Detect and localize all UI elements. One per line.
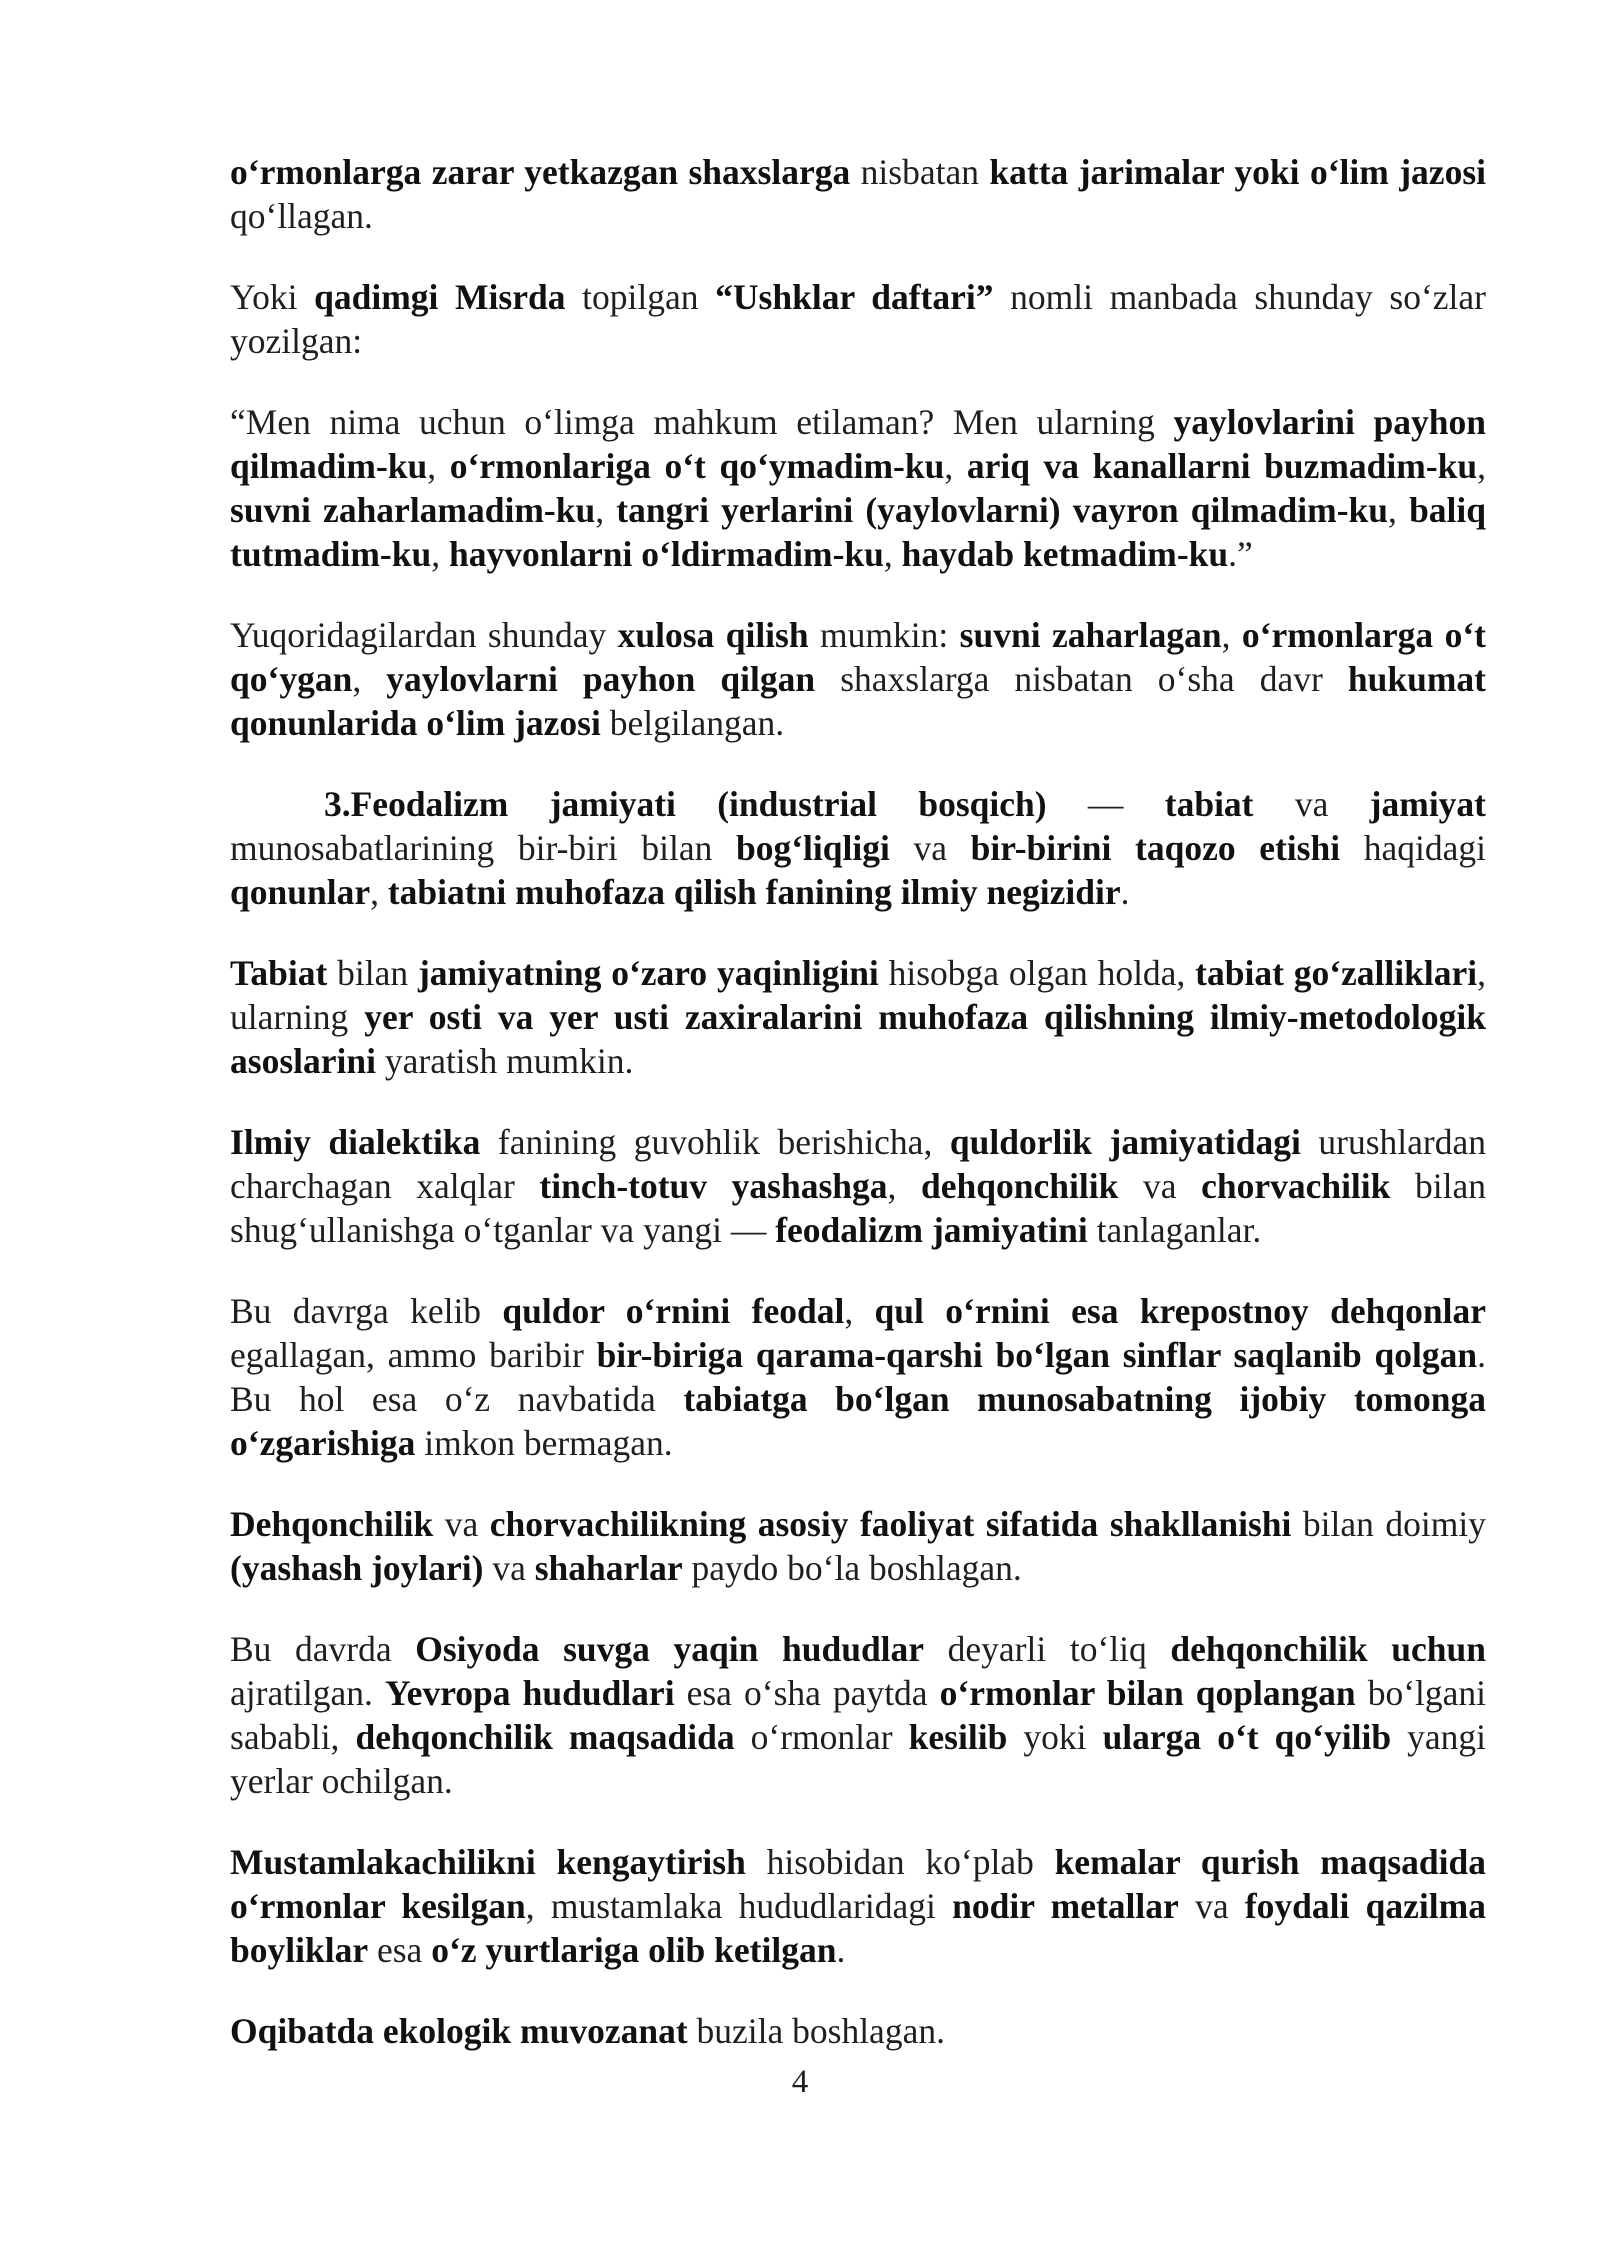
bold-text-run: o‘rmonlariga o‘t qo‘ymadim-ku [449, 446, 945, 486]
text-run: topilgan [565, 277, 716, 317]
bold-text-run: quldorlik jamiyatidagi [949, 1122, 1301, 1162]
bold-text-run: yaylovlarni payhon qilgan [386, 659, 816, 699]
text-run: va [1178, 1886, 1245, 1926]
bold-text-run: jamiyat [1369, 784, 1487, 824]
text-run: , [431, 534, 449, 574]
bold-text-run: tabiat [1164, 784, 1254, 824]
bold-text-run: hayvonlarni o‘ldirmadim-ku [448, 534, 884, 574]
bold-text-run: tabiatga bo‘lgan munosabatning ijobiy tomonga o‘zgarishiga [230, 1379, 1486, 1463]
text-run: nisbatan [850, 152, 990, 192]
bold-text-run: dehqonchilik [921, 1166, 1119, 1206]
text-run: esa o‘sha paytda [674, 1673, 940, 1713]
bold-text-run: Oqibatda ekologik muvozanat [230, 2011, 688, 2051]
bold-text-run: Ilmiy dialektika [230, 1122, 481, 1162]
bold-text-run: suvni zaharlagan [959, 615, 1222, 655]
text-run: yaratish mumkin. [375, 1041, 634, 1081]
bold-text-run: katta jarimalar yoki o‘lim jazosi [989, 152, 1486, 192]
text-run: o‘rmonlar [734, 1717, 909, 1757]
text-run: . [836, 1930, 846, 1970]
paragraph [230, 613, 1486, 745]
bold-text-run: bog‘liqligi [735, 828, 890, 868]
paragraph [230, 1120, 1486, 1252]
text-run: , [1221, 615, 1242, 655]
text-run: urushlardan charchagan xalqlar [230, 1122, 1486, 1206]
bold-text-run: (yashash joylari) [230, 1548, 484, 1588]
text-run: , [370, 872, 388, 912]
text-run: bilan [327, 953, 418, 993]
bold-text-run: yer osti va yer usti zaxiralarini muhofaza qilishning ilmiy-metodologik asoslarini [230, 997, 1486, 1081]
text-run: fanining guvohlik berishicha, [480, 1122, 950, 1162]
bold-text-run: ariq va kanallarni buzmadim-ku [966, 446, 1478, 486]
bold-text-run: dehqonchilik maqsadida [355, 1717, 735, 1757]
bold-text-run: shaharlar [534, 1548, 683, 1588]
text-run: qo‘llagan. [230, 196, 373, 236]
text-run: tanlaganlar. [1087, 1210, 1262, 1250]
page-body [230, 150, 1486, 2053]
text-run: , [887, 1166, 921, 1206]
bold-text-run: qul o‘rnini esa krepostnoy dehqonlar [874, 1291, 1487, 1331]
bold-text-run: suvni zaharlamadim-ku [230, 490, 596, 530]
text-run: — [1046, 784, 1165, 824]
bold-text-run: bir-biriga qarama-qarshi bo‘lgan sinflar saqlanib qolgan [596, 1335, 1478, 1375]
bold-text-run: hukumat qonunlarida o‘lim jazosi [230, 659, 1486, 743]
text-run: yoki [1007, 1717, 1103, 1757]
bold-text-run: tabiat go‘zalliklari [1195, 953, 1478, 993]
text-run: imkon bermagan. [415, 1423, 673, 1463]
text-run: va [483, 1548, 535, 1588]
paragraph [230, 150, 1486, 238]
bold-text-run: o‘z yurtlariga olib ketilgan [431, 1930, 837, 1970]
text-run: egallagan, ammo baribir [230, 1335, 597, 1375]
paragraph [230, 1627, 1486, 1803]
text-run: bilan shug‘ullanishga o‘tganlar va yangi — [230, 1166, 1486, 1250]
text-run: nomli manbada shunday so‘zlar yozilgan: [230, 277, 1486, 361]
bold-text-run: tangri yerlarini (yaylovlarni) vayron qilmadim-ku [616, 490, 1389, 530]
text-run: , [427, 446, 450, 486]
paragraph [230, 951, 1486, 1083]
bold-text-run: nodir metallar [952, 1886, 1179, 1926]
text-run: Bu davrga kelib [230, 1291, 503, 1331]
text-run: ajratilgan. [230, 1673, 385, 1713]
text-run: , ularning [230, 953, 1486, 1037]
bold-text-run: kesilib [908, 1717, 1008, 1757]
bold-text-run: jamiyatning o‘zaro yaqinligini [417, 953, 879, 993]
text-run: belgilangan. [600, 703, 785, 743]
text-run: . [1120, 872, 1130, 912]
paragraph [230, 1289, 1486, 1465]
text-run: , mustamlaka hududlaridagi [525, 1886, 953, 1926]
bold-text-run: o‘rmonlarga o‘t qo‘ygan [230, 615, 1486, 699]
text-run: yangi yerlar ochilgan. [230, 1717, 1487, 1801]
bold-text-run: o‘rmonlar bilan qoplangan [939, 1673, 1356, 1713]
text-run: va [433, 1504, 490, 1544]
text-run: Bu davrda [230, 1629, 416, 1669]
bold-text-run: Tabiat [230, 953, 328, 993]
bold-text-run: kemalar qurish maqsadida o‘rmonlar kesilgan [230, 1842, 1486, 1926]
bold-text-run: feodalizm jamiyatini [775, 1210, 1088, 1250]
bold-text-run: baliq tutmadim-ku [230, 490, 1487, 574]
bold-text-run: quldor o‘rnini feodal [502, 1291, 845, 1331]
bold-text-run: foydali qazilma boyliklar [230, 1886, 1486, 1970]
text-run: bilan doimiy [1291, 1504, 1486, 1544]
paragraph [230, 782, 1486, 914]
text-run: , [883, 534, 902, 574]
bold-text-run: Yevropa hududlari [384, 1673, 675, 1713]
bold-text-run: dehqonchilik uchun [1170, 1629, 1486, 1669]
text-run: , [1477, 446, 1487, 486]
text-run: mumkin: [808, 615, 960, 655]
bold-text-run: Dehqonchilik [230, 1504, 434, 1544]
text-run: paydo bo‘la boshlagan. [682, 1548, 1022, 1588]
text-run: esa [368, 1930, 432, 1970]
bold-text-run: 3.Feodalizm jamiyati (industrial bosqich) [324, 784, 1047, 824]
text-run: “Men nima uchun o‘limga mahkum etilaman? Men ularning [230, 402, 1174, 442]
bold-text-run: chorvachilik [1201, 1166, 1391, 1206]
bold-text-run: chorvachilikning asosiy faoliyat sifatida shakllanishi [489, 1504, 1292, 1544]
bold-text-run: “Ushklar daftari” [715, 277, 994, 317]
text-run: .” [1228, 534, 1253, 574]
text-run: shaxslarga nisbatan o‘sha davr [815, 659, 1348, 699]
bold-text-run: haydab ketmadim-ku [901, 534, 1229, 574]
paragraph [230, 275, 1486, 363]
bold-text-run: Mustamlakachilikni kengaytirish [230, 1842, 746, 1882]
paragraph [230, 1502, 1486, 1590]
bold-text-run: bir-birini taqozo etishi [970, 828, 1341, 868]
text-run: bo‘lgani sababli, [230, 1673, 1487, 1757]
text-run: . Bu hol esa o‘z navbatida [230, 1335, 1486, 1419]
text-run: hisobidan ko‘plab [745, 1842, 1055, 1882]
bold-text-run: Osiyoda suvga yaqin hududlar [415, 1629, 925, 1669]
bold-text-run: ularga o‘t qo‘yilib [1102, 1717, 1392, 1757]
text-run: buzila boshlagan. [687, 2011, 945, 2051]
text-run: , [844, 1291, 875, 1331]
text-run: va [1253, 784, 1370, 824]
paragraph [230, 2009, 1486, 2053]
paragraph [230, 1840, 1486, 1972]
text-run: va [889, 828, 971, 868]
text-run: deyarli to‘liq [924, 1629, 1171, 1669]
text-run: haqidagi [1340, 828, 1486, 868]
page-number: 4 [791, 2064, 809, 2100]
text-run: , [352, 659, 387, 699]
text-run: munosabatlarining bir-biri bilan [230, 828, 736, 868]
bold-text-run: qadimgi Misrda [314, 277, 566, 317]
bold-text-run: xulosa qilish [617, 615, 809, 655]
bold-text-run: qonunlar [230, 872, 371, 912]
bold-text-run: yaylovlarini payhon qilmadim-ku [230, 402, 1486, 486]
text-run: Yuqoridagilardan shunday [230, 615, 618, 655]
text-run: , [944, 446, 967, 486]
text-run: , [595, 490, 617, 530]
text-run: hisobga olgan holda, [878, 953, 1196, 993]
text-run: Yoki [230, 277, 315, 317]
text-run: , [1388, 490, 1410, 530]
bold-text-run: tinch-totuv yashashga [539, 1166, 888, 1206]
text-run: va [1118, 1166, 1202, 1206]
bold-text-run: o‘rmonlarga zarar yetkazgan shaxslarga [230, 152, 851, 192]
bold-text-run: tabiatni muhofaza qilish fanining ilmiy negizidir [387, 872, 1121, 912]
paragraph [230, 400, 1486, 576]
